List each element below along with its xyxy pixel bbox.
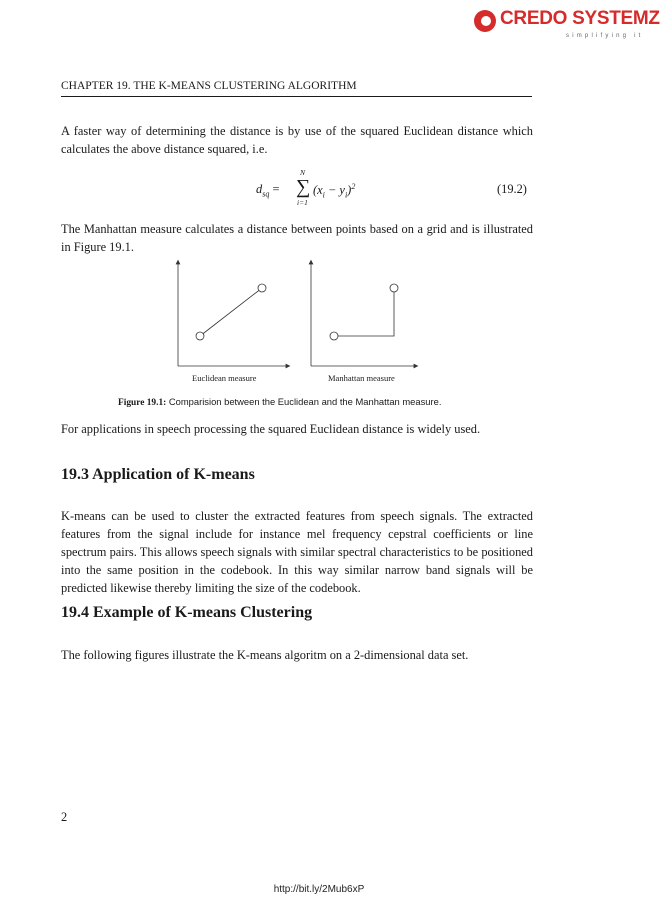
figure-caption-text: Comparision between the Euclidean and the Manhattan measure.	[168, 396, 442, 407]
header-rule	[61, 96, 532, 97]
footer-url[interactable]: http://bit.ly/2Mub6xP	[273, 884, 365, 895]
running-header: CHAPTER 19. THE K-MEANS CLUSTERING ALGORITHM	[61, 80, 357, 92]
summation-symbol: ∑	[296, 176, 311, 198]
euclidean-point-a	[196, 332, 204, 340]
equation-lhs: $d_{sq}$ =	[256, 182, 280, 199]
sum-upper-limit: N	[300, 168, 306, 177]
logo-tagline: simplifying it	[566, 33, 644, 39]
manhattan-point-a	[330, 332, 338, 340]
paragraph-squared-euclidean: A faster way of determining the distance is by use of the squared Euclidean distance which calculates the above distance squared, i.e.	[61, 124, 533, 156]
figure-diagram	[168, 258, 418, 388]
section-heading-application: 19.3 Application of K-means	[61, 466, 255, 483]
manhattan-point-b	[390, 284, 398, 292]
manhattan-path	[334, 288, 394, 336]
label-euclidean-measure: Euclidean measure	[192, 373, 257, 383]
paragraph-speech-processing: For applications in speech processing the squared Euclidean distance is widely used.	[61, 422, 481, 436]
logo-mark-icon	[474, 10, 496, 32]
equation-body: $(x_i - y_i)^2$	[313, 182, 356, 200]
paragraph-application: K-means can be used to cluster the extracted features from speech signals. The extracted features from the signal include for instance mel frequency cepstral coefficients or line spectrum pairs. This allows speech signals with similar spectral characteristics to be positioned into the same position in the codebook. In this way similar narrow band signals will be predicted likewise thereby limiting the size of the codebook.	[61, 509, 533, 595]
logo-name: CREDO SYSTEMZ	[500, 8, 660, 29]
label-manhattan-measure: Manhattan measure	[328, 373, 395, 383]
figure-caption-label: Figure 19.1:	[118, 398, 167, 408]
paragraph-manhattan: The Manhattan measure calculates a distance between points based on a grid and is illustrated in Figure 19.1.	[61, 222, 533, 254]
euclidean-path	[200, 288, 262, 336]
figure-caption	[118, 396, 441, 408]
equation-number: (19.2)	[497, 182, 527, 196]
company-logo	[474, 8, 660, 44]
sum-lower-limit: i=1	[297, 198, 308, 207]
paragraph-example: The following figures illustrate the K-means algoritm on a 2-dimensional data set.	[61, 648, 469, 662]
euclidean-point-b	[258, 284, 266, 292]
section-heading-example: 19.4 Example of K-means Clustering	[61, 604, 313, 621]
figure-19-1	[168, 258, 418, 388]
page-number: 2	[61, 810, 68, 824]
equation-19-2	[256, 170, 386, 210]
